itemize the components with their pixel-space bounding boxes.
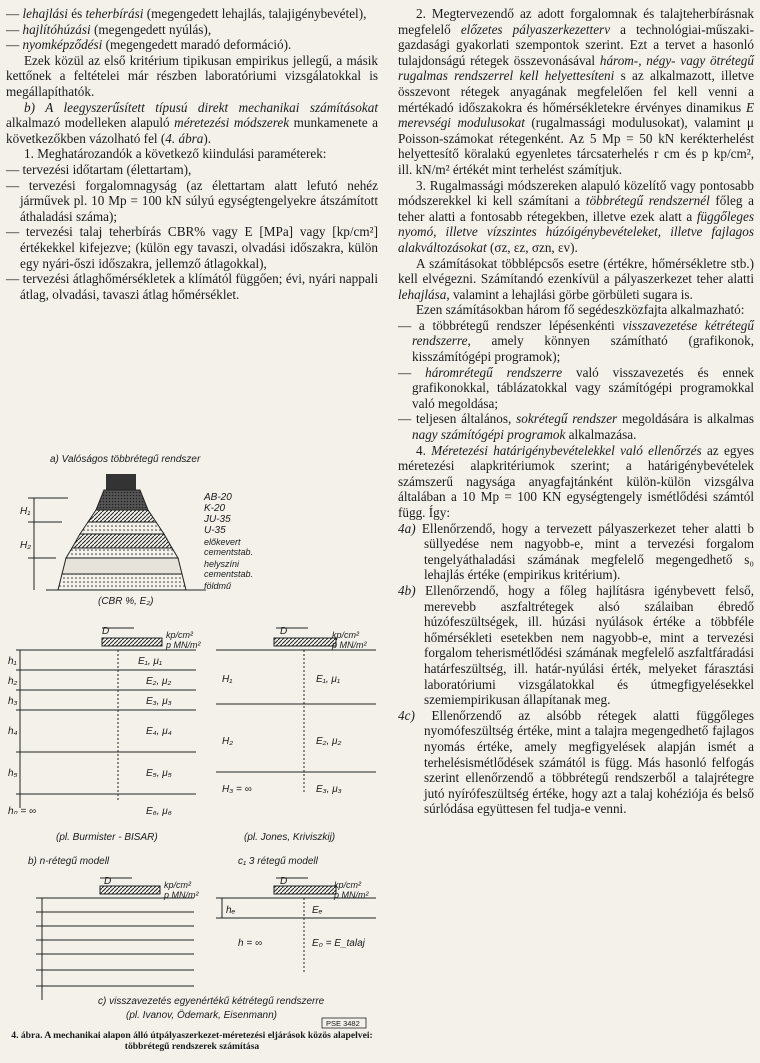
svg-text:p MN/m²: p MN/m² [332, 640, 367, 650]
svg-text:H₁: H₁ [20, 506, 31, 517]
jones-model [216, 628, 376, 792]
svg-text:Eₑ: Eₑ [312, 905, 323, 916]
svg-text:E₁, μ₁: E₁, μ₁ [316, 674, 341, 685]
svg-text:E₃, μ₃: E₃, μ₃ [316, 784, 342, 795]
jones-caption: (pl. Jones, Kriviszkij) [244, 832, 336, 843]
parameter-item: — tervezési forgalomnagyság (az élettartam alatt lefutó nehéz járművek pl. 10 Mp = 100 kN súlyú egységtengelyekre átszámított áthaladási száma); [6, 177, 378, 224]
paragraph: b) A leegyszerűsített típusú direkt mechanikai számításokat alkalmazó modelleken alapuló méretezési módszerek munkamenete a következőkben vázolható fel (4. ábra). [6, 99, 378, 146]
svg-text:PSE 3482: PSE 3482 [326, 1019, 360, 1028]
svg-text:H₂: H₂ [20, 540, 32, 551]
tool-item: — teljesen általános, sokrétegű rendszer megoldására is alkalmas nagy számítógépi programok alkalmazása. [398, 411, 754, 443]
svg-text:h₁: h₁ [8, 656, 17, 667]
burmister-model [16, 628, 196, 808]
parameter-item: — tervezési talaj teherbírás CBR% vagy E [MPa] vagy [kp/cm²] értékekkel kifejezve; (külön egy tavaszi, olvadási időszakra, külön egy nyári-őszi időszakra, jellemző átlagokkal), [6, 224, 378, 271]
svg-text:hₙ = ∞: hₙ = ∞ [8, 806, 37, 817]
svg-text:(CBR %, E₂): (CBR %, E₂) [98, 596, 154, 607]
svg-text:U-35: U-35 [204, 525, 226, 536]
svg-text:h₂: h₂ [8, 676, 18, 687]
svg-text:E₄, μ₄: E₄, μ₄ [146, 726, 172, 737]
svg-text:H₂: H₂ [222, 736, 234, 747]
parameter-item: — tervezési időtartam (élettartam), [6, 161, 192, 177]
check-item-4c: 4c) Ellenőrzendő az alsóbb rétegek alatti függőleges nyomófeszültség értéke, mint a talajra megengedhető fajlagos nyomás értéke, amely megfigyelések alapján ismét a terhelésismétlődések számától is függ. Más hasonló felfogás szerint ellenőrzendő a többrétegű rendszerből a talajrétegre jutó nyírófeszültség értéke, hogy azt a talaj kohéziója és belső súrlódása együttesen fel tudja-e venni. [398, 707, 754, 817]
svg-text:D: D [280, 626, 288, 637]
right-column [398, 6, 754, 817]
svg-text:cementstab.: cementstab. [204, 569, 254, 579]
burmister-caption: (pl. Burmister - BISAR) [56, 832, 158, 843]
svg-text:K-20: K-20 [204, 503, 226, 514]
svg-text:h₄: h₄ [8, 726, 18, 737]
svg-text:előkevert: előkevert [204, 537, 241, 547]
svg-text:p MN/m²: p MN/m² [166, 640, 201, 650]
svg-text:E₂, μ₂: E₂, μ₂ [146, 676, 172, 687]
svg-text:hₑ: hₑ [226, 905, 236, 916]
svg-text:kp/cm²: kp/cm² [332, 630, 359, 640]
fig-c1-title: c₁ 3 rétegű modell [238, 856, 318, 867]
svg-text:E₂, μ₂: E₂, μ₂ [316, 736, 342, 747]
svg-text:D: D [102, 626, 110, 637]
paragraph: A számításokat többlépcsős esetre (értékre, hőmérsékletre stb.) kell elvégezni. Számítandó ezenkívül a pályaszerkezet teher alatti lehajlása, valamint a lehajlási görbe görbületi sugara is. [398, 255, 754, 302]
svg-text:p MN/m²: p MN/m² [334, 890, 369, 900]
fig-c-caption-2: (pl. Ivanov, Ödemark, Eisenmann) [126, 1010, 277, 1021]
svg-text:E₃, μ₃: E₃, μ₃ [146, 696, 172, 707]
parameter-item: — tervezési átlaghőmérsékletek a klímától függően; évi, nyári nappali átlag, olvadási, tavaszi átlag hőmérséklet. [6, 271, 378, 302]
svg-text:E₆, μ₆: E₆, μ₆ [146, 806, 172, 817]
svg-text:AB-20: AB-20 [204, 492, 232, 503]
svg-text:h₃: h₃ [8, 696, 18, 707]
svg-text:helyszíni: helyszíni [204, 559, 240, 569]
svg-text:H₃ = ∞: H₃ = ∞ [222, 784, 252, 795]
svg-text:kp/cm²: kp/cm² [164, 880, 191, 890]
paragraph: 1. Meghatározandók a következő kiindulási paraméterek: [24, 146, 327, 162]
svg-text:E₀ = E_talaj: E₀ = E_talaj [312, 938, 365, 949]
check-item-4b: 4b) Ellenőrzendő, hogy a főleg hajlításra igénybevett felső, merevebb aszfaltrétegek alsó szálaiban ébredő húzófeszültségek, ill. húzási nyúlások értéke a többféle hőmérsékleti esetekben nem nagyobb-e, mint a tervezési forgalom teherismétlődési számának megfelelő aszfaltfáradási határfeszültség, ill. határ-nyúlási érték, melyeket fárasztási laboratóriumi vizsgálatokkal és útmegfigyelésekkel szemiempirikusan állapítanak meg. [398, 582, 754, 708]
criterion-item: — lehajlási és teherbírási (megengedett lehajlás, talajigénybevétel), [6, 6, 367, 21]
svg-text:kp/cm²: kp/cm² [334, 880, 361, 890]
figure-4 [6, 452, 378, 1032]
svg-text:p MN/m²: p MN/m² [164, 890, 199, 900]
check-item-4a: 4a) Ellenőrzendő, hogy a tervezett pályaszerkezet teher alatti b süllyedése nem nagyobb-e, mint a tervezési forgalom tengelyáthaladási számának megfelelő megengedhető s₀ lehajlás értéke (empirikus kritérium). [398, 520, 754, 583]
paragraph: Ezen számításokban három fő segédeszközfajta alkalmazható: [416, 302, 745, 318]
paragraph: 3. Rugalmassági módszereken alapuló közelítő vagy pontosabb módszerekkel ki kell számítani a többrétegű rendszernél főleg a teher alatti a fontosabb rétegekben, illetve ezek alatt a függőleges nyomó, illetve vízszintes húzóigénybevételeket, illetve fajlagos alakváltozásokat (σz, εz, σzn, εv). [398, 177, 755, 255]
tool-item: — háromrétegű rendszerre való visszavezetés és ennek grafikonokkal, táblázatokkal vagy számítógépi programokkal való megoldása; [398, 364, 754, 411]
paragraph: 4. Méretezési határigénybevételekkel való ellenőrzés az egyes méretezési alapkritériumok szerint; a határigénybevételek számszerű nagysága anyagfajtánként külön-külön vizsgálva általában a 10 Mp = 100 KN egységtengely ismétlődési számtól függ. Így: [398, 442, 755, 520]
svg-text:cementstab.: cementstab. [204, 547, 254, 557]
svg-text:D: D [280, 876, 288, 887]
figure-caption: 4. ábra. A mechanikai alapon álló útpályaszerkezet-méretezési eljárások közös alapelvei: többrétegű rendszerek számítása [11, 1030, 373, 1052]
svg-text:E₁, μ₁: E₁, μ₁ [138, 656, 163, 667]
criterion-item: — hajlítóhúzási (megengedett nyúlás), [6, 21, 212, 37]
svg-text:kp/cm²: kp/cm² [166, 630, 193, 640]
criterion-item: — nyomképződési (megengedett maradó deformáció). [6, 37, 292, 53]
paragraph: 2. Megtervezendő az adott forgalomnak és talajteherbírásnak megfelelő előzetes pályaszerkezetterv a technológiai-műszaki-gazdasági gyakorlati szempontok szerint. Ezt a tervet a hasonló tulajdonságú rétegek összevonásával három-, négy- vagy ötrétegű rugalmas rendszerrel kell helyettesíteni s az alkalmazott, illetve összevont rétegek anyagának megfelelően fel kell venni a mértékadó időszakokra és hőmérsékletekre érvényes dinamikus E merevségi modulusokat (rugalmassági modulusokat), valamint μ Poisson-számokat rétegenként. Az 5 Mp = 50 kN kerékterhelést helyettesítő köralakú egyenletes tárcsaterhelés r cm és p kp/cm², ill. kN/m² értékét mint terhelést számítjuk. [398, 6, 754, 177]
svg-text:H₁: H₁ [222, 674, 233, 685]
left-column [6, 6, 378, 302]
svg-text:D: D [104, 876, 112, 887]
svg-text:JU-35: JU-35 [204, 514, 231, 525]
fig-a-title: a) Valóságos többrétegű rendszer [50, 454, 201, 465]
svg-text:E₅, μ₅: E₅, μ₅ [146, 768, 172, 779]
svg-text:földmű: földmű [204, 581, 232, 591]
paragraph: Ezek közül az első kritérium tipikusan empirikus jellegű, a másik kettőnek a feltételei már részben laboratóriumi vizsgálatokkal is megállapíthatók. [6, 52, 378, 99]
tool-item: — a többrétegű rendszer lépésenkénti visszavezetése kétrétegű rendszerre, amely könnyen számítható (grafikonok, kisszámítógépi programok); [398, 317, 754, 365]
fig-b-title: b) n-rétegű modell [28, 856, 110, 867]
svg-text:h = ∞: h = ∞ [238, 938, 263, 949]
fig-c-caption: c) visszavezetés egyenértékű kétrétegű rendszerre [98, 996, 325, 1007]
svg-text:h₅: h₅ [8, 768, 18, 779]
pavement-section-drawing [28, 474, 206, 590]
